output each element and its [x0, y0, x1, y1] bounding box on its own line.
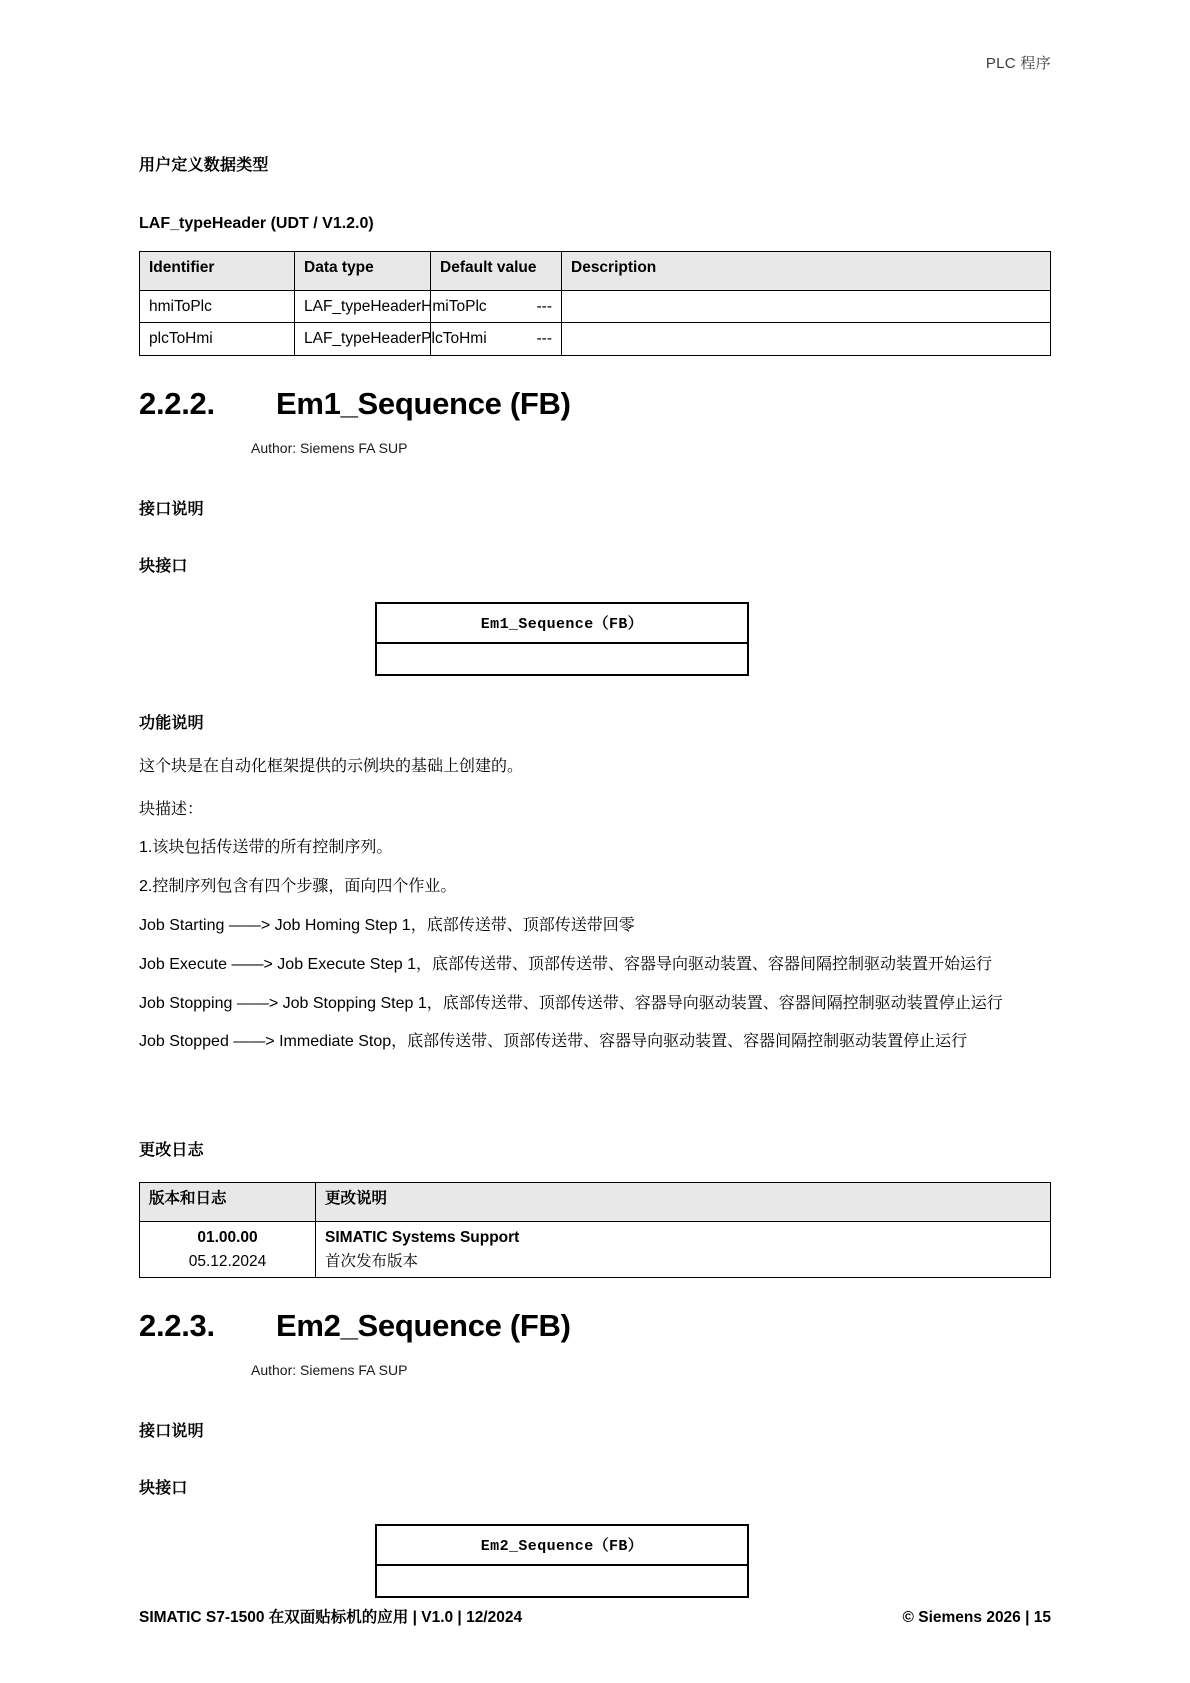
function-heading-222: 功能说明 — [139, 714, 204, 732]
change-title: SIMATIC Systems Support — [325, 1229, 520, 1247]
fb-block-title: Em1_Sequence（FB） — [377, 604, 747, 644]
column-header-default-value: Default value — [431, 252, 562, 291]
udt-section-heading: 用户定义数据类型 — [139, 157, 269, 174]
cell-description — [562, 323, 1051, 355]
table-row — [140, 323, 1051, 355]
section-number: 2.2.3. — [139, 1307, 215, 1343]
section-title: Em1_Sequence (FB) — [276, 385, 571, 421]
header-text: PLC 程序 — [985, 55, 1051, 72]
changelog-heading-222: 更改日志 — [139, 1142, 204, 1160]
section-heading-223 — [139, 1308, 1051, 1344]
section-author-222: Author: Siemens FA SUP — [251, 439, 408, 456]
function-paragraph: Job Stopping ——> Job Stopping Step 1，底部传送带、顶部传送带、容器导向驱动装置、容器间隔控制驱动装置停止运行 — [139, 994, 1003, 1012]
page-footer — [139, 1605, 1051, 1627]
block-interface-heading-222: 块接口 — [139, 557, 188, 575]
section-number: 2.2.2. — [139, 385, 215, 421]
fb-block-diagram-em1 — [375, 602, 749, 676]
cell-default-value: --- — [431, 323, 562, 355]
function-paragraph: Job Starting ——> Job Homing Step 1，底部传送带、顶部传送带回零 — [139, 916, 635, 934]
function-paragraph: 2.控制序列包含有四个步骤，面向四个作业。 — [139, 878, 457, 896]
section-author-223: Author: Siemens FA SUP — [251, 1361, 408, 1378]
fb-block-diagram-em2 — [375, 1524, 749, 1598]
function-paragraph: Job Execute ——> Job Execute Step 1，底部传送带、顶部传送带、容器导向驱动装置、容器间隔控制驱动装置开始运行 — [139, 955, 993, 973]
udt-table — [139, 251, 1051, 356]
column-header-change-description: 更改说明 — [316, 1183, 1051, 1222]
function-paragraph: 这个块是在自动化框架提供的示例块的基础上创建的。 — [139, 757, 524, 775]
page-content — [139, 0, 1051, 1598]
udt-block-title: LAF_typeHeader (UDT / V1.2.0) — [139, 215, 374, 232]
column-header-data-type: Data type — [295, 252, 431, 291]
cell-identifier: hmiToPlc — [140, 291, 295, 323]
block-interface-heading-223: 块接口 — [139, 1479, 188, 1497]
footer-right-text: © Siemens 2026 | 15 — [902, 1609, 1051, 1626]
table-header-row — [140, 252, 1051, 291]
interface-heading-223: 接口说明 — [139, 1422, 204, 1440]
version-number: 01.00.00 — [197, 1229, 258, 1247]
table-row — [140, 291, 1051, 323]
cell-identifier: plcToHmi — [140, 323, 295, 355]
column-header-identifier: Identifier — [140, 252, 295, 291]
section-heading-222 — [139, 386, 1051, 422]
change-subtitle: 首次发布版本 — [325, 1252, 419, 1270]
cell-change-description — [316, 1222, 1051, 1278]
fb-block-body — [377, 1566, 747, 1596]
column-header-version: 版本和日志 — [140, 1183, 316, 1222]
fb-block-title: Em2_Sequence（FB） — [377, 1526, 747, 1566]
cell-data-type: LAF_typeHeaderPlcToHmi — [295, 323, 431, 355]
table-header-row — [140, 1183, 1051, 1222]
cell-default-value: --- — [431, 291, 562, 323]
fb-block-body — [377, 644, 747, 674]
column-header-description: Description — [562, 252, 1051, 291]
interface-heading-222: 接口说明 — [139, 500, 204, 518]
cell-version — [140, 1222, 316, 1278]
version-date: 05.12.2024 — [188, 1252, 267, 1270]
footer-left-text: SIMATIC S7-1500 在双面贴标机的应用 | V1.0 | 12/2024 — [139, 1609, 523, 1626]
changelog-table — [139, 1182, 1051, 1278]
cell-data-type: LAF_typeHeaderHmiToPlc — [295, 291, 431, 323]
function-paragraph: Job Stopped ——> Immediate Stop，底部传送带、顶部传送带、容器导向驱动装置、容器间隔控制驱动装置停止运行 — [139, 1033, 968, 1051]
cell-description — [562, 291, 1051, 323]
section-title: Em2_Sequence (FB) — [276, 1307, 571, 1343]
function-paragraph: 块描述： — [139, 800, 204, 818]
table-row — [140, 1222, 1051, 1278]
function-paragraph: 1.该块包括传送带的所有控制序列。 — [139, 839, 393, 857]
